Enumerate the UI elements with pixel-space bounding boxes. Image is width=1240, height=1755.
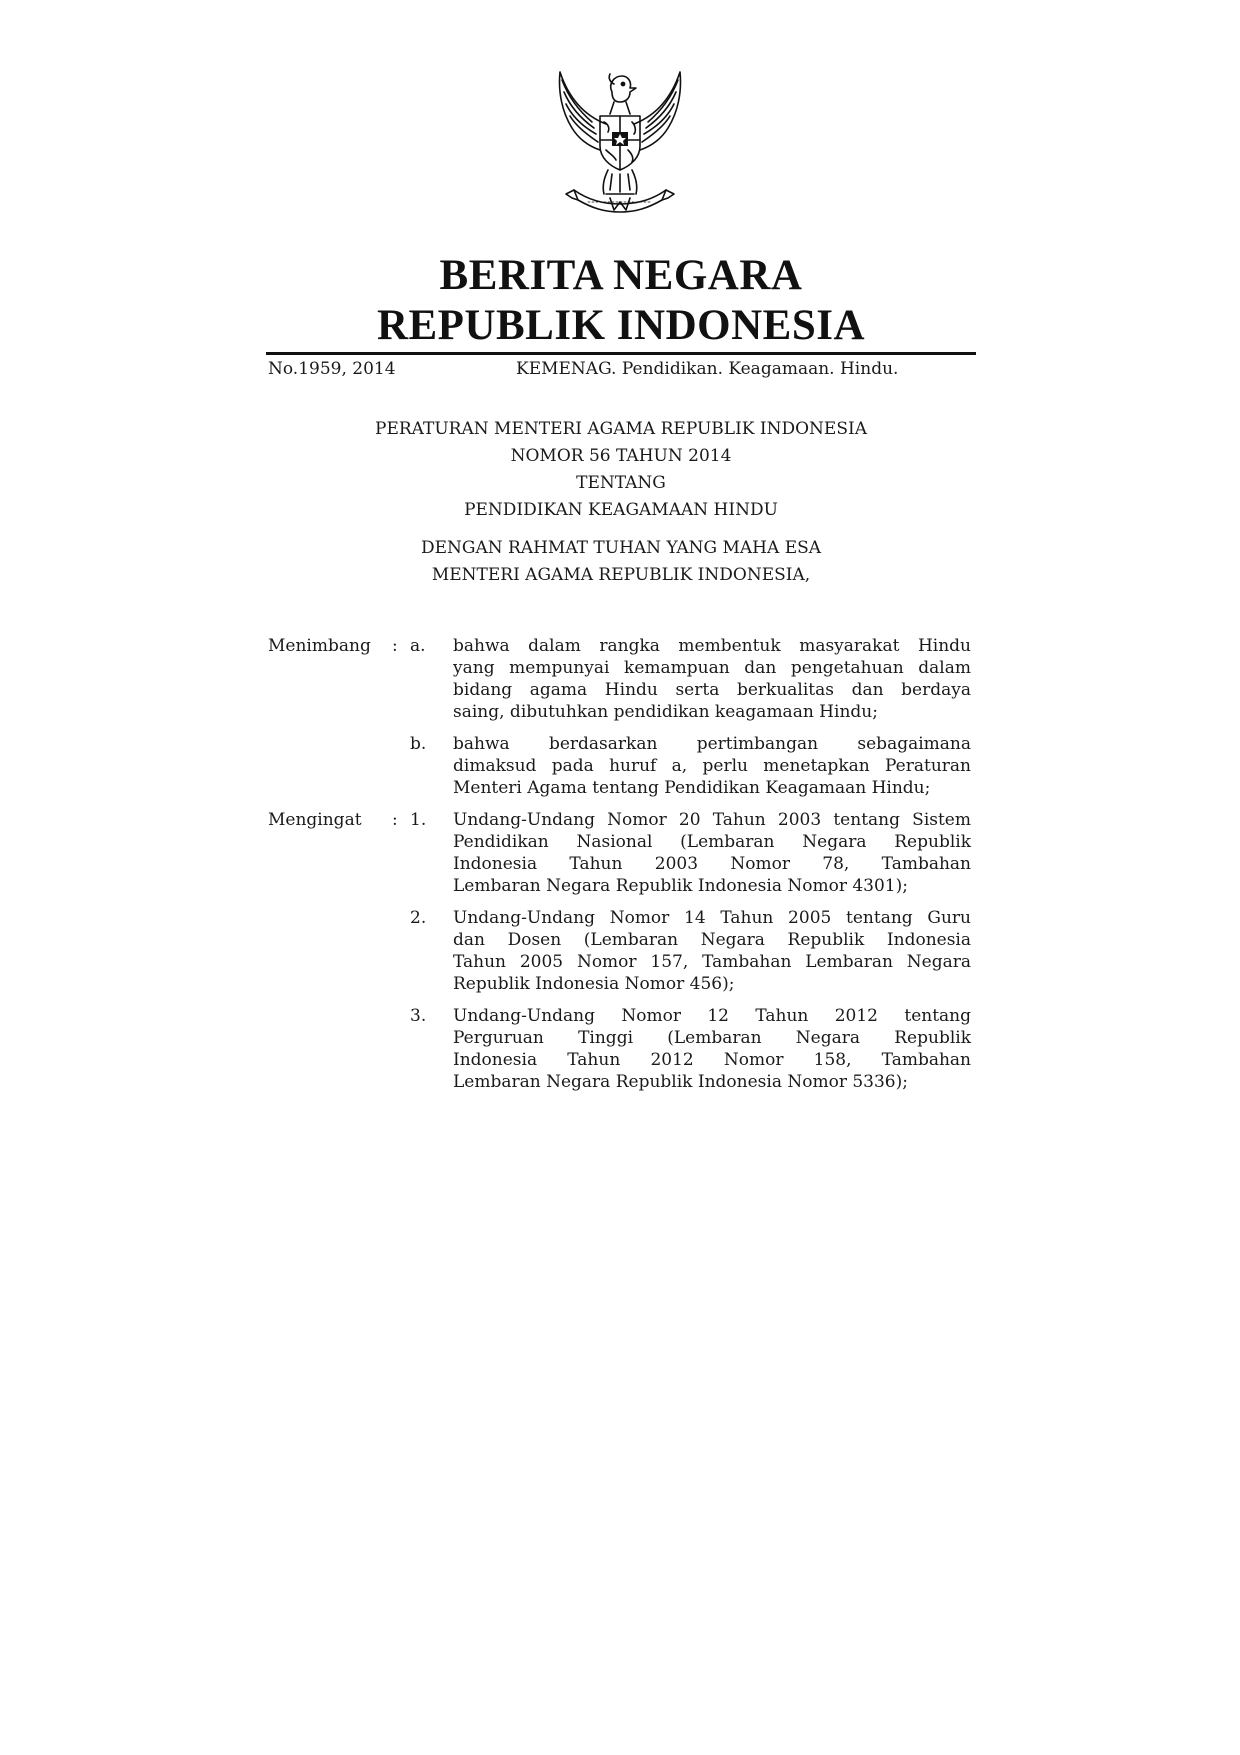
- gazette-number: No.1959, 2014: [268, 359, 396, 379]
- preamble: [266, 537, 976, 591]
- preamble-line: MENTERI AGAMA REPUBLIK INDONESIA,: [431, 565, 811, 585]
- text-line: Perguruan Tinggi (Lembaran Negara Republik: [453, 1028, 971, 1048]
- text-line: dan Dosen (Lembaran Negara Republik Indonesia: [453, 930, 971, 950]
- menimbang-colon: :: [392, 636, 398, 656]
- text-line: bahwa berdasarkan pertimbangan sebagaimana: [453, 734, 971, 754]
- preamble-line: DENGAN RAHMAT TUHAN YANG MAHA ESA: [420, 538, 822, 558]
- mengingat-colon: :: [392, 810, 398, 830]
- mengingat-item-marker: 3.: [410, 1006, 427, 1026]
- gazette-category: KEMENAG. Pendidikan. Keagamaan. Hindu.: [516, 359, 899, 379]
- mengingat-item-text: [453, 809, 971, 897]
- regulation-heading-line: TENTANG: [576, 473, 666, 493]
- regulation-heading: [266, 418, 976, 526]
- regulation-heading-line: PERATURAN MENTERI AGAMA REPUBLIK INDONESIA: [375, 419, 867, 439]
- menimbang-item-text: [453, 733, 971, 799]
- title-divider: [266, 352, 976, 355]
- text-line: Undang-Undang Nomor 20 Tahun 2003 tentang Sistem: [453, 810, 971, 830]
- text-line: saing, dibutuhkan pendidikan keagamaan Hindu;: [453, 702, 878, 722]
- garuda-emblem-icon: [548, 62, 692, 222]
- menimbang-item-text: [453, 635, 971, 723]
- text-line: Lembaran Negara Republik Indonesia Nomor 4301);: [453, 876, 908, 896]
- text-line: Lembaran Negara Republik Indonesia Nomor 5336);: [453, 1072, 908, 1092]
- mengingat-item-marker: 2.: [410, 908, 427, 928]
- text-line: Indonesia Tahun 2003 Nomor 78, Tambahan: [453, 854, 971, 874]
- text-line: dimaksud pada huruf a, perlu menetapkan Peraturan: [453, 756, 971, 776]
- text-line: yang mempunyai kemampuan dan pengetahuan dalam: [453, 658, 971, 678]
- text-line: Tahun 2005 Nomor 157, Tambahan Lembaran Negara: [453, 952, 971, 972]
- text-line: Pendidikan Nasional (Lembaran Negara Republik: [453, 832, 971, 852]
- mengingat-item-marker: 1.: [410, 810, 427, 830]
- menimbang-item-marker: a.: [410, 636, 426, 656]
- mengingat-item-text: [453, 1005, 971, 1093]
- menimbang-label: Menimbang: [268, 636, 371, 656]
- text-line: Undang-Undang Nomor 12 Tahun 2012 tentang: [453, 1006, 971, 1026]
- regulation-heading-line: NOMOR 56 TAHUN 2014: [510, 446, 732, 466]
- text-line: Indonesia Tahun 2012 Nomor 158, Tambahan: [453, 1050, 971, 1070]
- menimbang-item-marker: b.: [410, 734, 427, 754]
- text-line: bidang agama Hindu serta berkualitas dan berdaya: [453, 680, 971, 700]
- mengingat-item-text: [453, 907, 971, 995]
- gazette-title-line2: REPUBLIK INDONESIA: [376, 302, 866, 349]
- text-line: bahwa dalam rangka membentuk masyarakat Hindu: [453, 636, 971, 656]
- regulation-heading-line: PENDIDIKAN KEAGAMAAN HINDU: [464, 500, 778, 520]
- text-line: Republik Indonesia Nomor 456);: [453, 974, 735, 994]
- mengingat-label: Mengingat: [268, 810, 362, 830]
- text-line: Undang-Undang Nomor 14 Tahun 2005 tentang Guru: [453, 908, 971, 928]
- text-line: Menteri Agama tentang Pendidikan Keagamaan Hindu;: [453, 778, 931, 798]
- gazette-title-line1: BERITA NEGARA: [439, 252, 803, 299]
